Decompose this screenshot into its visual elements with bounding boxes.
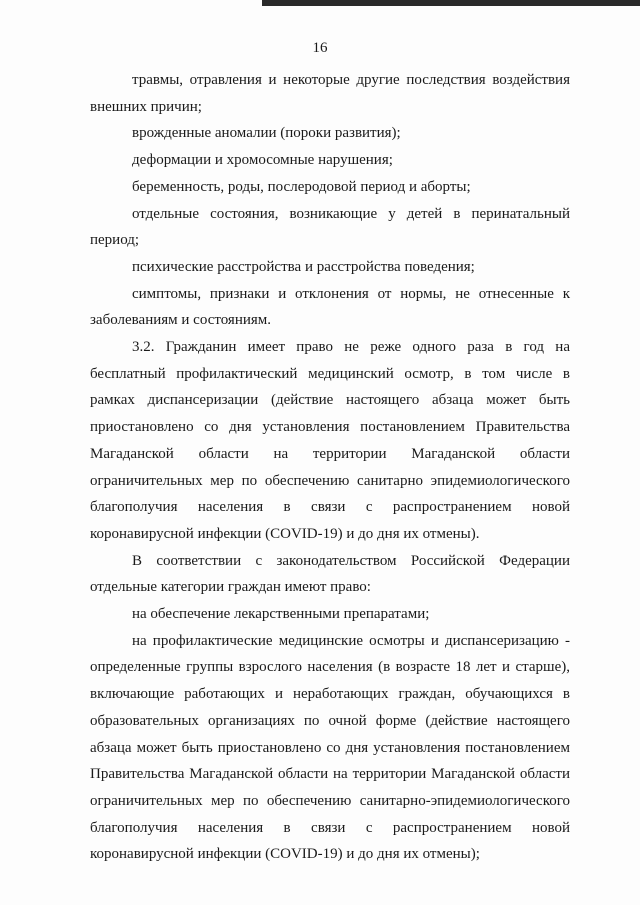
paragraph: симптомы, признаки и отклонения от нормы, не отнесенные к заболеваниям и состояниям.	[90, 285, 570, 329]
paragraph: на профилактические медицинские осмотры и диспансеризацию - определенные группы взрослого населения (в возрасте 18 лет и старше), включающие работающих и неработающих граждан, обучающихся в образовательных организациях по очной форме (действие настоящего абзаца может быть приостановлено со дня установления постановлением Правительства Магаданской области на территории Магаданской области ограничительных мер по обеспечению санитарно-эпидемиологического благополучия населения в связи с распространением новой коронавирусной инфекции (COVID-19) и до дня их отмены);	[90, 632, 570, 863]
paragraph: отдельные состояния, возникающие у детей в перинатальный период;	[90, 205, 570, 249]
paragraph: деформации и хромосомные нарушения;	[132, 152, 393, 169]
scan-edge-rule	[262, 0, 640, 6]
page-number: 16	[312, 40, 328, 56]
paragraph: травмы, отравления и некоторые другие последствия воздействия внешних причин;	[90, 72, 570, 115]
paragraph: беременность, роды, послеродовой период и аборты;	[132, 178, 471, 195]
document-body	[90, 67, 570, 868]
paragraph: на обеспечение лекарственными препаратами;	[132, 606, 430, 623]
paragraph: 3.2. Гражданин имеет право не реже одного раза в год на бесплатный профилактический медицинский осмотр, в том числе в рамках диспансеризации (действие настоящего абзаца может быть приостановлено со дня установления постановлением Правительства Магаданской области на территории Магаданской области ограничительных мер по обеспечению санитарно эпидемиологического благополучия населения в связи с распространением новой коронавирусной инфекции (COVID-19) и до дня их отмены).	[90, 339, 570, 542]
paragraph: психические расстройства и расстройства поведения;	[132, 258, 475, 275]
paragraph: врожденные аномалии (пороки развития);	[132, 125, 401, 142]
paragraph: В соответствии с законодательством Российской Федерации отдельные категории граждан имеют право:	[90, 552, 570, 596]
